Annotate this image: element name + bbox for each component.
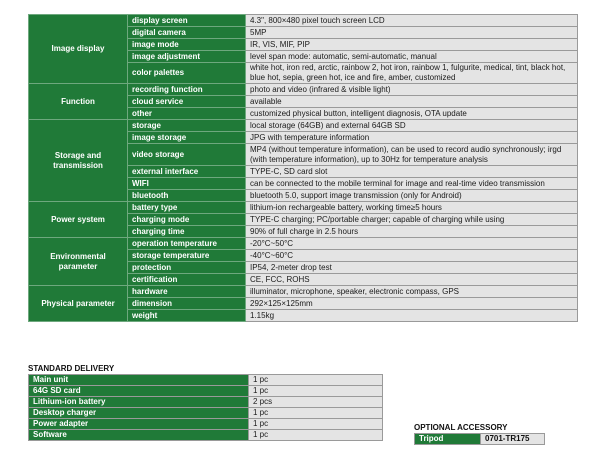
spec-value-cell: 90% of full charge in 2.5 hours [246, 226, 578, 238]
spec-feature-cell: image mode [128, 39, 246, 51]
spec-category-cell: Function [29, 84, 128, 120]
spec-feature-cell: other [128, 108, 246, 120]
spec-feature-cell: charging time [128, 226, 246, 238]
spec-value-cell: 292×125×125mm [246, 298, 578, 310]
standard-delivery-heading: STANDARD DELIVERY [28, 364, 115, 373]
spec-value-cell: JPG with temperature information [246, 132, 578, 144]
spec-feature-cell: dimension [128, 298, 246, 310]
spec-value-cell: TYPE-C charging; PC/portable charger; capable of charging while using [246, 214, 578, 226]
delivery-item-qty: 1 pc [249, 430, 383, 441]
spec-row [29, 84, 578, 96]
accessory-code: 0701-TR175 [481, 434, 545, 445]
delivery-item-qty: 1 pc [249, 375, 383, 386]
spec-feature-cell: bluetooth [128, 190, 246, 202]
spec-category-cell: Image display [29, 15, 128, 84]
spec-value-cell: can be connected to the mobile terminal for image and real-time video transmission [246, 178, 578, 190]
delivery-item-name: Main unit [29, 375, 249, 386]
delivery-item-qty: 2 pcs [249, 397, 383, 408]
spec-feature-cell: image storage [128, 132, 246, 144]
spec-feature-cell: digital camera [128, 27, 246, 39]
delivery-row [29, 375, 383, 386]
spec-feature-cell: video storage [128, 144, 246, 166]
delivery-item-qty: 1 pc [249, 386, 383, 397]
delivery-item-qty: 1 pc [249, 419, 383, 430]
delivery-item-name: Power adapter [29, 419, 249, 430]
optional-accessory-heading: OPTIONAL ACCESSORY [414, 423, 508, 432]
spec-value-cell: available [246, 96, 578, 108]
spec-feature-cell: operation temperature [128, 238, 246, 250]
delivery-row [29, 386, 383, 397]
spec-row [29, 120, 578, 132]
spec-value-cell: IP54, 2-meter drop test [246, 262, 578, 274]
accessory-row [415, 434, 545, 445]
delivery-row [29, 419, 383, 430]
spec-feature-cell: protection [128, 262, 246, 274]
spec-value-cell: -40°C~60°C [246, 250, 578, 262]
optional-accessory-table [414, 433, 545, 445]
spec-value-cell: -20°C~50°C [246, 238, 578, 250]
delivery-row [29, 430, 383, 441]
spec-value-cell: customized physical button, intelligent diagnosis, OTA update [246, 108, 578, 120]
spec-row [29, 286, 578, 298]
delivery-item-name: 64G SD card [29, 386, 249, 397]
spec-feature-cell: image adjustment [128, 51, 246, 63]
spec-value-cell: 5MP [246, 27, 578, 39]
delivery-item-name: Software [29, 430, 249, 441]
spec-value-cell: illuminator, microphone, speaker, electronic compass, GPS [246, 286, 578, 298]
spec-feature-cell: external interface [128, 166, 246, 178]
spec-feature-cell: battery type [128, 202, 246, 214]
spec-category-cell: Power system [29, 202, 128, 238]
accessory-name: Tripod [415, 434, 481, 445]
spec-value-cell: IR, VIS, MIF, PIP [246, 39, 578, 51]
spec-value-cell: level span mode: automatic, semi-automatic, manual [246, 51, 578, 63]
spec-feature-cell: recording function [128, 84, 246, 96]
spec-feature-cell: weight [128, 310, 246, 322]
spec-feature-cell: color palettes [128, 63, 246, 84]
delivery-item-qty: 1 pc [249, 408, 383, 419]
spec-category-cell: Physical parameter [29, 286, 128, 322]
spec-feature-cell: display screen [128, 15, 246, 27]
spec-value-cell: 4.3", 800×480 pixel touch screen LCD [246, 15, 578, 27]
spec-value-cell: lithium-ion rechargeable battery, working time≥5 hours [246, 202, 578, 214]
delivery-row [29, 408, 383, 419]
spec-category-cell: Storage and transmission [29, 120, 128, 202]
spec-value-cell: photo and video (infrared & visible light) [246, 84, 578, 96]
spec-value-cell: local storage (64GB) and external 64GB SD [246, 120, 578, 132]
spec-value-cell: bluetooth 5.0, support image transmission (only for Android) [246, 190, 578, 202]
spec-feature-cell: cloud service [128, 96, 246, 108]
spec-value-cell: CE, FCC, ROHS [246, 274, 578, 286]
spec-feature-cell: charging mode [128, 214, 246, 226]
spec-row [29, 15, 578, 27]
spec-feature-cell: certification [128, 274, 246, 286]
spec-feature-cell: WIFI [128, 178, 246, 190]
specification-table [28, 14, 578, 322]
spec-value-cell: 1.15kg [246, 310, 578, 322]
spec-feature-cell: storage temperature [128, 250, 246, 262]
spec-row [29, 238, 578, 250]
spec-row [29, 202, 578, 214]
delivery-row [29, 397, 383, 408]
spec-value-cell: MP4 (without temperature information), can be used to record audio synchronously; irgd (with temperature information), up to 30Hz for temperature analysis [246, 144, 578, 166]
spec-value-cell: TYPE-C, SD card slot [246, 166, 578, 178]
standard-delivery-table [28, 374, 383, 441]
spec-category-cell: Environmental parameter [29, 238, 128, 286]
spec-feature-cell: storage [128, 120, 246, 132]
delivery-item-name: Lithium-ion battery [29, 397, 249, 408]
spec-feature-cell: hardware [128, 286, 246, 298]
delivery-item-name: Desktop charger [29, 408, 249, 419]
spec-value-cell: white hot, iron red, arctic, rainbow 2, hot iron, rainbow 1, fulgurite, medical, tint, black hot, blue hot, sepia, green hot, ice and fire, amber, customized [246, 63, 578, 84]
